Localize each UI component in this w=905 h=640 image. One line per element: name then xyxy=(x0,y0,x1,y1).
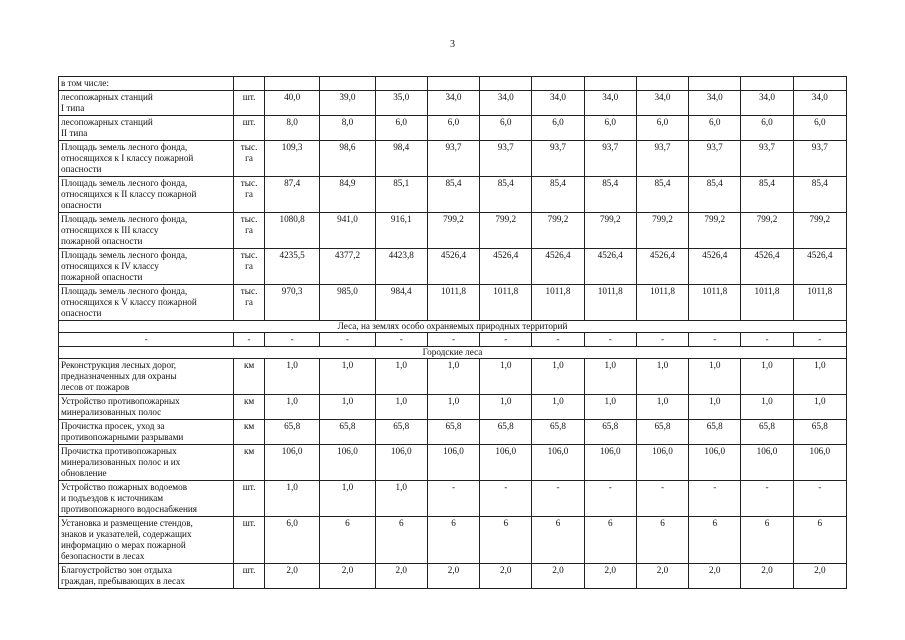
value-cell: 39,0 xyxy=(320,91,375,116)
value-cell xyxy=(320,77,375,91)
dash-cell: - xyxy=(264,333,319,347)
dash-cell: - xyxy=(234,333,265,347)
dash-cell: - xyxy=(320,333,375,347)
value-cell xyxy=(636,77,688,91)
value-cell: 1,0 xyxy=(480,395,532,420)
value-cell: 6 xyxy=(741,517,793,564)
value-cell: 1011,8 xyxy=(793,285,846,321)
value-cell: 2,0 xyxy=(480,564,532,589)
unit-cell: тыс. га xyxy=(234,249,265,285)
value-cell: 1011,8 xyxy=(689,285,741,321)
value-cell: 1,0 xyxy=(264,359,319,395)
table-row xyxy=(59,333,847,347)
value-cell: 6,0 xyxy=(584,116,636,141)
dash-cell: - xyxy=(741,333,793,347)
table-row xyxy=(59,116,847,141)
table-row xyxy=(59,420,847,445)
section-header: Леса, на землях особо охраняемых природных территорий xyxy=(59,321,847,333)
value-cell: 106,0 xyxy=(532,445,584,481)
indicator-name: лесопожарных станций I типа xyxy=(59,91,234,116)
indicator-name: Прочистка просек, уход за противопожарными разрывами xyxy=(59,420,234,445)
unit-cell: шт. xyxy=(234,481,265,517)
value-cell: 106,0 xyxy=(584,445,636,481)
unit-cell: тыс. га xyxy=(234,285,265,321)
indicator-name: Реконструкция лесных дорог, предназначенных для охраны лесов от пожаров xyxy=(59,359,234,395)
value-cell: 106,0 xyxy=(689,445,741,481)
value-cell: 4526,4 xyxy=(793,249,846,285)
unit-cell: км xyxy=(234,395,265,420)
value-cell: - xyxy=(689,481,741,517)
value-cell: 6,0 xyxy=(689,116,741,141)
value-cell: 65,8 xyxy=(264,420,319,445)
unit-cell xyxy=(234,77,265,91)
value-cell: 2,0 xyxy=(375,564,427,589)
value-cell: 65,8 xyxy=(427,420,479,445)
value-cell: 65,8 xyxy=(320,420,375,445)
value-cell: 1,0 xyxy=(636,395,688,420)
value-cell: 970,3 xyxy=(264,285,319,321)
value-cell: 1,0 xyxy=(741,359,793,395)
indicator-name: Площадь земель лесного фонда, относящихся к III классу пожарной опасности xyxy=(59,213,234,249)
value-cell: 106,0 xyxy=(264,445,319,481)
unit-cell: км xyxy=(234,359,265,395)
value-cell: 65,8 xyxy=(480,420,532,445)
value-cell: 40,0 xyxy=(264,91,319,116)
value-cell: 6,0 xyxy=(427,116,479,141)
value-cell: 984,4 xyxy=(375,285,427,321)
indicator-name: Установка и размещение стендов, знаков и указателей, содержащих информацию о мерах пожарной безопасности в лесах xyxy=(59,517,234,564)
unit-cell: шт. xyxy=(234,564,265,589)
value-cell: 2,0 xyxy=(264,564,319,589)
indicator-name: Площадь земель лесного фонда, относящихся к I классу пожарной опасности xyxy=(59,141,234,177)
indicator-name: лесопожарных станций II типа xyxy=(59,116,234,141)
value-cell: 106,0 xyxy=(741,445,793,481)
value-cell: 34,0 xyxy=(584,91,636,116)
value-cell: 2,0 xyxy=(320,564,375,589)
value-cell: 6 xyxy=(793,517,846,564)
value-cell: 2,0 xyxy=(793,564,846,589)
value-cell: 87,4 xyxy=(264,177,319,213)
value-cell: 85,4 xyxy=(584,177,636,213)
value-cell xyxy=(689,77,741,91)
unit-cell: шт. xyxy=(234,517,265,564)
indicator-name: Площадь земель лесного фонда, относящихся к V классу пожарной опасности xyxy=(59,285,234,321)
indicator-name: Площадь земель лесного фонда, относящихся к IV классу пожарной опасности xyxy=(59,249,234,285)
value-cell: 1,0 xyxy=(689,359,741,395)
table-row xyxy=(59,177,847,213)
table-row xyxy=(59,91,847,116)
value-cell: 34,0 xyxy=(793,91,846,116)
page-number: 3 xyxy=(450,39,455,50)
dash-cell: - xyxy=(793,333,846,347)
value-cell: 6 xyxy=(427,517,479,564)
value-cell xyxy=(793,77,846,91)
indicator-name: в том числе: xyxy=(59,77,234,91)
value-cell: 1,0 xyxy=(320,359,375,395)
value-cell: - xyxy=(793,481,846,517)
value-cell: - xyxy=(636,481,688,517)
value-cell: 1,0 xyxy=(375,395,427,420)
table-body xyxy=(59,77,847,589)
value-cell: 2,0 xyxy=(741,564,793,589)
value-cell: 1011,8 xyxy=(532,285,584,321)
value-cell: 6 xyxy=(636,517,688,564)
value-cell: 98,4 xyxy=(375,141,427,177)
value-cell: 1011,8 xyxy=(584,285,636,321)
value-cell: 6,0 xyxy=(532,116,584,141)
value-cell: 65,8 xyxy=(532,420,584,445)
value-cell: 2,0 xyxy=(427,564,479,589)
value-cell: 34,0 xyxy=(689,91,741,116)
value-cell: - xyxy=(584,481,636,517)
value-cell: 34,0 xyxy=(532,91,584,116)
value-cell xyxy=(741,77,793,91)
value-cell: 34,0 xyxy=(636,91,688,116)
table-row xyxy=(59,77,847,91)
value-cell: 93,7 xyxy=(480,141,532,177)
value-cell: 106,0 xyxy=(793,445,846,481)
value-cell: 6 xyxy=(480,517,532,564)
value-cell: 106,0 xyxy=(636,445,688,481)
value-cell: 109,3 xyxy=(264,141,319,177)
value-cell: 85,4 xyxy=(741,177,793,213)
value-cell: 85,1 xyxy=(375,177,427,213)
value-cell: 84,9 xyxy=(320,177,375,213)
indicator-name: Устройство противопожарных минерализованных полос xyxy=(59,395,234,420)
value-cell: 985,0 xyxy=(320,285,375,321)
value-cell: 1,0 xyxy=(689,395,741,420)
value-cell: - xyxy=(480,481,532,517)
value-cell: 6 xyxy=(689,517,741,564)
value-cell: 34,0 xyxy=(427,91,479,116)
dash-cell: - xyxy=(532,333,584,347)
indicator-name: Прочистка противопожарных минерализованных полос и их обновление xyxy=(59,445,234,481)
value-cell: 2,0 xyxy=(689,564,741,589)
table-row xyxy=(59,347,847,359)
value-cell: 93,7 xyxy=(741,141,793,177)
table-row xyxy=(59,141,847,177)
forest-fire-measures-table xyxy=(58,76,847,589)
value-cell: 85,4 xyxy=(689,177,741,213)
unit-cell: шт. xyxy=(234,116,265,141)
value-cell: 8,0 xyxy=(320,116,375,141)
value-cell: 799,2 xyxy=(741,213,793,249)
dash-cell: - xyxy=(636,333,688,347)
value-cell: 1,0 xyxy=(584,395,636,420)
unit-cell: км xyxy=(234,420,265,445)
dash-cell: - xyxy=(427,333,479,347)
value-cell: 799,2 xyxy=(689,213,741,249)
value-cell: 4526,4 xyxy=(427,249,479,285)
value-cell: 4526,4 xyxy=(480,249,532,285)
value-cell: 6,0 xyxy=(741,116,793,141)
value-cell xyxy=(264,77,319,91)
value-cell: 34,0 xyxy=(741,91,793,116)
value-cell: 1,0 xyxy=(320,481,375,517)
value-cell: - xyxy=(741,481,793,517)
value-cell: 4423,8 xyxy=(375,249,427,285)
value-cell: 1,0 xyxy=(480,359,532,395)
value-cell: 6,0 xyxy=(375,116,427,141)
value-cell xyxy=(375,77,427,91)
value-cell: 1,0 xyxy=(320,395,375,420)
unit-cell: км xyxy=(234,445,265,481)
value-cell: 2,0 xyxy=(584,564,636,589)
value-cell xyxy=(532,77,584,91)
table-row xyxy=(59,481,847,517)
value-cell: 1,0 xyxy=(264,395,319,420)
value-cell: 65,8 xyxy=(793,420,846,445)
indicator-name: Площадь земель лесного фонда, относящихся к II классу пожарной опасности xyxy=(59,177,234,213)
value-cell: 1,0 xyxy=(427,395,479,420)
unit-cell: тыс. га xyxy=(234,177,265,213)
value-cell xyxy=(584,77,636,91)
value-cell: 65,8 xyxy=(689,420,741,445)
table-row xyxy=(59,213,847,249)
value-cell: 6 xyxy=(375,517,427,564)
value-cell: 1080,8 xyxy=(264,213,319,249)
value-cell: 799,2 xyxy=(532,213,584,249)
value-cell: 93,7 xyxy=(427,141,479,177)
value-cell: 4377,2 xyxy=(320,249,375,285)
value-cell: 2,0 xyxy=(636,564,688,589)
dash-cell: - xyxy=(584,333,636,347)
value-cell: 106,0 xyxy=(375,445,427,481)
table-row xyxy=(59,395,847,420)
value-cell: 93,7 xyxy=(584,141,636,177)
table-row xyxy=(59,359,847,395)
unit-cell: тыс. га xyxy=(234,141,265,177)
value-cell: 6,0 xyxy=(264,517,319,564)
value-cell: 4526,4 xyxy=(689,249,741,285)
value-cell: 106,0 xyxy=(320,445,375,481)
value-cell: 93,7 xyxy=(532,141,584,177)
value-cell: 1,0 xyxy=(636,359,688,395)
value-cell: - xyxy=(427,481,479,517)
value-cell: 85,4 xyxy=(427,177,479,213)
value-cell: 1,0 xyxy=(741,395,793,420)
unit-cell: тыс. га xyxy=(234,213,265,249)
value-cell: 1,0 xyxy=(427,359,479,395)
table-row xyxy=(59,445,847,481)
value-cell: 85,4 xyxy=(793,177,846,213)
value-cell: 799,2 xyxy=(636,213,688,249)
value-cell: 106,0 xyxy=(427,445,479,481)
value-cell: 1011,8 xyxy=(636,285,688,321)
value-cell: 799,2 xyxy=(480,213,532,249)
value-cell: 93,7 xyxy=(689,141,741,177)
value-cell: 4235,5 xyxy=(264,249,319,285)
value-cell: 916,1 xyxy=(375,213,427,249)
indicator-name: Благоустройство зон отдыха граждан, пребывающих в лесах xyxy=(59,564,234,589)
value-cell: 35,0 xyxy=(375,91,427,116)
dash-cell: - xyxy=(375,333,427,347)
value-cell: 1,0 xyxy=(532,395,584,420)
value-cell: 85,4 xyxy=(636,177,688,213)
indicator-name: Устройство пожарных водоемов и подъездов к источникам противопожарного водоснабжения xyxy=(59,481,234,517)
table-row xyxy=(59,564,847,589)
value-cell: 106,0 xyxy=(480,445,532,481)
value-cell: 4526,4 xyxy=(532,249,584,285)
value-cell: 6,0 xyxy=(793,116,846,141)
table-row xyxy=(59,249,847,285)
value-cell: 6,0 xyxy=(480,116,532,141)
value-cell: 65,8 xyxy=(375,420,427,445)
value-cell: 6 xyxy=(320,517,375,564)
value-cell: 6,0 xyxy=(636,116,688,141)
value-cell: 1,0 xyxy=(584,359,636,395)
value-cell: 6 xyxy=(532,517,584,564)
table-row xyxy=(59,285,847,321)
value-cell: 1,0 xyxy=(793,395,846,420)
value-cell: 941,0 xyxy=(320,213,375,249)
value-cell xyxy=(427,77,479,91)
value-cell: 6 xyxy=(584,517,636,564)
unit-cell: шт. xyxy=(234,91,265,116)
value-cell: 799,2 xyxy=(793,213,846,249)
dash-cell: - xyxy=(689,333,741,347)
value-cell: 85,4 xyxy=(480,177,532,213)
section-header: Городские леса xyxy=(59,347,847,359)
value-cell: 93,7 xyxy=(793,141,846,177)
value-cell: 65,8 xyxy=(636,420,688,445)
value-cell: 34,0 xyxy=(480,91,532,116)
value-cell: 4526,4 xyxy=(636,249,688,285)
table-row xyxy=(59,321,847,333)
value-cell: 1,0 xyxy=(793,359,846,395)
value-cell: 93,7 xyxy=(636,141,688,177)
value-cell: 1,0 xyxy=(375,359,427,395)
value-cell: 799,2 xyxy=(427,213,479,249)
value-cell: 4526,4 xyxy=(741,249,793,285)
value-cell: 98,6 xyxy=(320,141,375,177)
dash-cell: - xyxy=(59,333,234,347)
value-cell xyxy=(480,77,532,91)
value-cell: - xyxy=(532,481,584,517)
value-cell: 65,8 xyxy=(741,420,793,445)
value-cell: 8,0 xyxy=(264,116,319,141)
value-cell: 1011,8 xyxy=(480,285,532,321)
table-row xyxy=(59,517,847,564)
value-cell: 65,8 xyxy=(584,420,636,445)
value-cell: 1,0 xyxy=(264,481,319,517)
value-cell: 85,4 xyxy=(532,177,584,213)
value-cell: 1,0 xyxy=(532,359,584,395)
dash-cell: - xyxy=(480,333,532,347)
value-cell: 799,2 xyxy=(584,213,636,249)
value-cell: 1011,8 xyxy=(741,285,793,321)
value-cell: 1,0 xyxy=(375,481,427,517)
value-cell: 2,0 xyxy=(532,564,584,589)
value-cell: 1011,8 xyxy=(427,285,479,321)
value-cell: 4526,4 xyxy=(584,249,636,285)
